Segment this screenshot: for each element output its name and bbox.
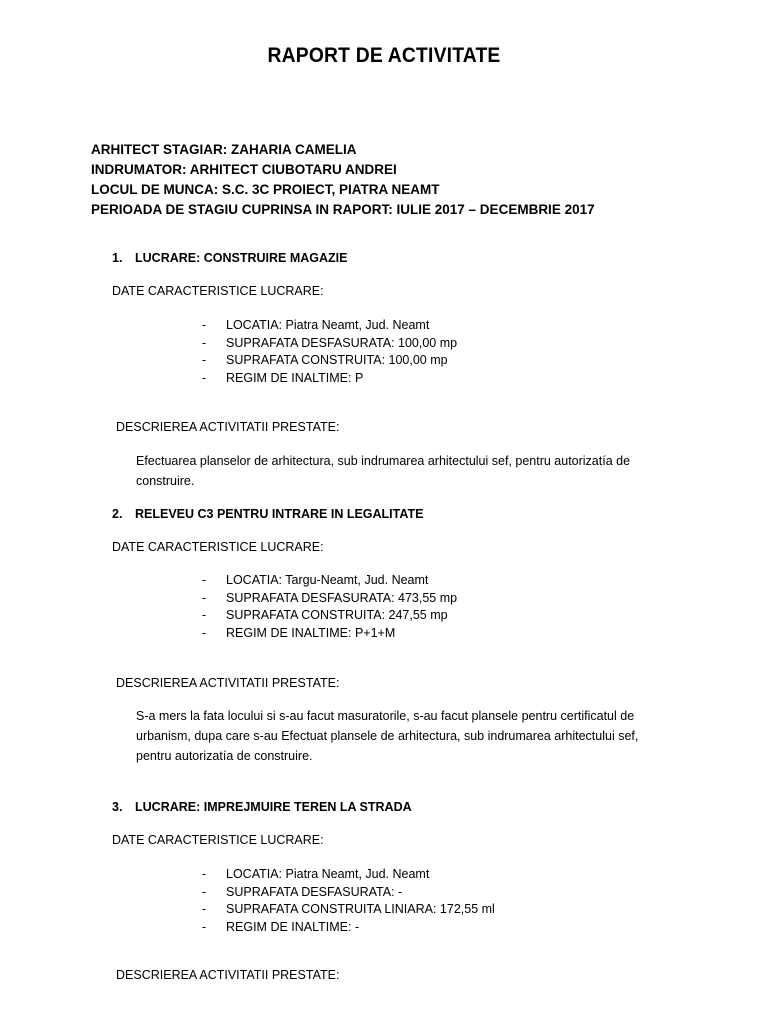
data-label: DATE CARACTERISTICE LUCRARE:	[112, 284, 324, 298]
list-item: - SUPRAFATA CONSTRUITA: 247,55 mp	[202, 607, 457, 625]
description-label: DESCRIEREA ACTIVITATII PRESTATE:	[116, 676, 340, 690]
list-item: - REGIM DE INALTIME: -	[202, 919, 495, 937]
list-item: - LOCATIA: Targu-Neamt, Jud. Neamt	[202, 572, 457, 590]
description-label: DESCRIEREA ACTIVITATII PRESTATE:	[116, 420, 340, 434]
bullet-dash: -	[202, 884, 207, 899]
section-title	[112, 251, 348, 265]
document-title: RAPORT DE ACTIVITATE	[267, 44, 501, 67]
list-item: - SUPRAFATA DESFASURATA: 100,00 mp	[202, 335, 457, 353]
data-label: DATE CARACTERISTICE LUCRARE:	[112, 540, 324, 554]
section-number: 3.	[112, 800, 123, 814]
section-title-text: LUCRARE: IMPREJMUIRE TEREN LA STRADA	[135, 800, 412, 814]
list-item: - SUPRAFATA DESFASURATA: -	[202, 884, 495, 902]
architect-line: ARHITECT STAGIAR: ZAHARIA CAMELIA	[91, 142, 357, 157]
list-item: - SUPRAFATA DESFASURATA: 473,55 mp	[202, 590, 457, 608]
description-text: Efectuarea planselor de arhitectura, sub indrumarea arhitectului sef, pentru autorizatía de construire.	[136, 454, 631, 488]
mentor-line: INDRUMATOR: ARHITECT CIUBOTARU ANDREI	[91, 162, 397, 177]
section-title-text: RELEVEU C3 PENTRU INTRARE IN LEGALITATE	[135, 507, 424, 521]
characteristics-list	[202, 572, 457, 642]
characteristics-list	[202, 317, 457, 387]
data-label: DATE CARACTERISTICE LUCRARE:	[112, 833, 324, 847]
header-info	[91, 140, 595, 220]
bullet-dash: -	[202, 625, 207, 640]
bullet-dash: -	[202, 902, 207, 916]
list-item: - LOCATIA: Piatra Neamt, Jud. Neamt	[202, 866, 495, 884]
section-title	[112, 507, 423, 521]
list-item: - SUPRAFATA CONSTRUITA LINIARA: 172,55 ml	[202, 901, 495, 919]
bullet-dash: -	[202, 573, 207, 587]
bullet-dash: -	[202, 318, 207, 332]
workplace-line: LOCUL DE MUNCA: S.C. 3C PROIECT, PIATRA NEAMT	[91, 182, 440, 197]
bullet-dash: -	[202, 590, 207, 605]
list-item: - SUPRAFATA CONSTRUITA: 100,00 mp	[202, 352, 457, 370]
description-text: S-a mers la fata locului si s-au facut masuratorile, s-au facut plansele pentru certificatul de urbanism, dupa care s-au Efectuat plansele de arhitectura, sub indrumarea arhitectului sef, pentru autorizatía de construire.	[136, 709, 639, 763]
section-number: 1.	[112, 251, 123, 265]
section-number: 2.	[112, 507, 123, 521]
list-item: - LOCATIA: Piatra Neamt, Jud. Neamt	[202, 317, 457, 335]
bullet-dash: -	[202, 353, 207, 367]
period-line: PERIOADA DE STAGIU CUPRINSA IN RAPORT: IULIE 2017 – DECEMBRIE 2017	[91, 202, 595, 217]
list-item: - REGIM DE INALTIME: P	[202, 370, 457, 388]
bullet-dash: -	[202, 335, 207, 350]
section-title-text: LUCRARE: CONSTRUIRE MAGAZIE	[135, 251, 348, 265]
description-label: DESCRIEREA ACTIVITATII PRESTATE:	[116, 968, 340, 982]
characteristics-list	[202, 866, 495, 936]
bullet-dash: -	[202, 919, 207, 934]
bullet-dash: -	[202, 608, 207, 622]
section-title	[112, 800, 412, 814]
list-item: - REGIM DE INALTIME: P+1+M	[202, 625, 457, 643]
bullet-dash: -	[202, 867, 207, 881]
bullet-dash: -	[202, 370, 207, 385]
